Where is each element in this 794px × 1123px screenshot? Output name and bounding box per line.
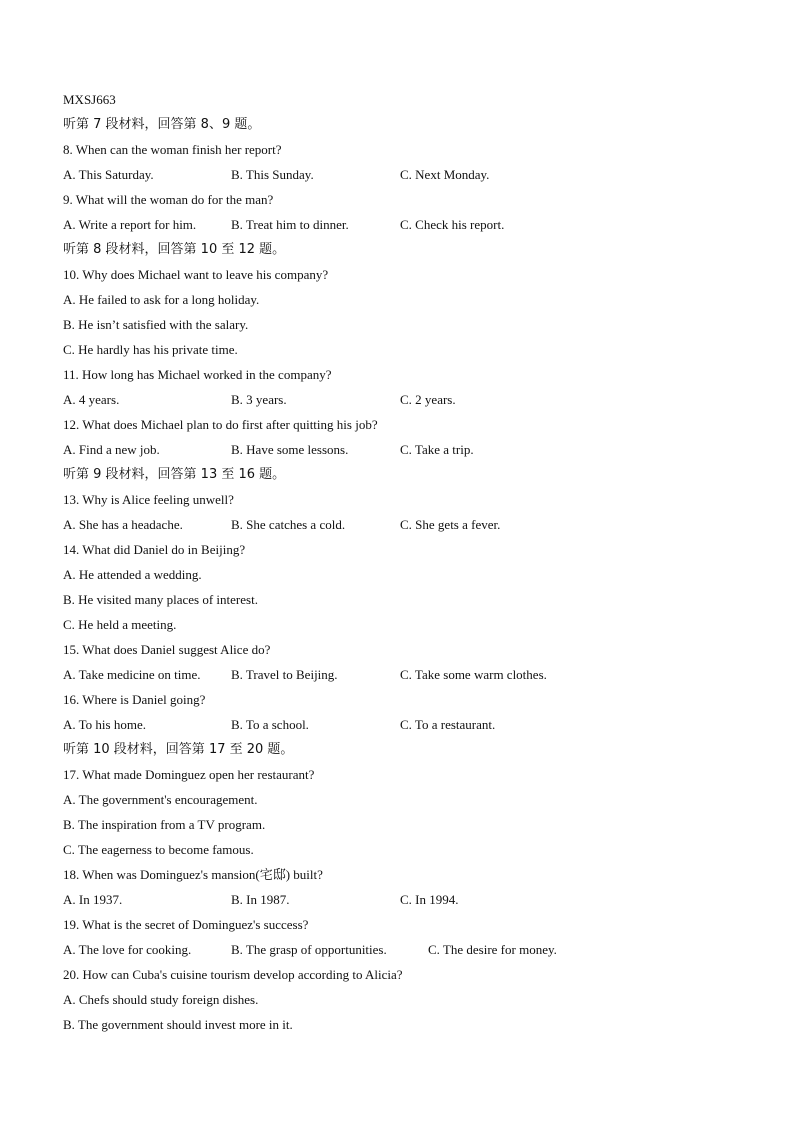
option-b: B. Treat him to dinner. (231, 217, 349, 232)
question-text: 11. How long has Michael worked in the company? (63, 367, 332, 382)
option-a: A. The love for cooking. (63, 942, 192, 957)
option-b: B. Have some lessons. (231, 442, 349, 457)
doc-code: MXSJ663 (63, 92, 116, 107)
option-a: A. He attended a wedding. (63, 567, 202, 582)
options-row (63, 662, 743, 687)
question-text: 15. What does Daniel suggest Alice do? (63, 642, 271, 657)
section-heading: 听第 10 段材料，回答第 17 至 20 题。 (63, 742, 294, 757)
options-row (63, 212, 743, 237)
options-row (63, 437, 743, 462)
options-row (63, 512, 743, 537)
option-b: B. The inspiration from a TV program. (63, 817, 266, 832)
question-text: 8. When can the woman finish her report? (63, 142, 282, 157)
question-text: 18. When was Dominguez's mansion(宅邸) built? (63, 867, 323, 882)
question-text: 9. What will the woman do for the man? (63, 192, 274, 207)
option-a: A. She has a headache. (63, 517, 183, 532)
section-heading: 听第 9 段材料，回答第 13 至 16 题。 (63, 467, 286, 482)
question-text: 12. What does Michael plan to do first after quitting his job? (63, 417, 378, 432)
option-b: B. She catches a cold. (231, 517, 346, 532)
option-a: A. In 1937. (63, 892, 123, 907)
question-text: 14. What did Daniel do in Beijing? (63, 542, 246, 557)
option-c: C. The desire for money. (428, 942, 557, 957)
option-c: C. Take some warm clothes. (400, 667, 547, 682)
option-c: C. Next Monday. (400, 167, 490, 182)
option-c: C. Check his report. (400, 217, 505, 232)
option-a: A. To his home. (63, 717, 146, 732)
option-c: C. 2 years. (400, 392, 456, 407)
option-c: C. Take a trip. (400, 442, 474, 457)
section-heading: 听第 8 段材料，回答第 10 至 12 题。 (63, 242, 286, 257)
option-c: C. He hardly has his private time. (63, 342, 238, 357)
section-heading: 听第 7 段材料，回答第 8、9 题。 (63, 117, 261, 132)
option-a: A. Chefs should study foreign dishes. (63, 992, 259, 1007)
option-b: B. Travel to Beijing. (231, 667, 338, 682)
option-c: C. In 1994. (400, 892, 459, 907)
options-row (63, 162, 743, 187)
question-text: 10. Why does Michael want to leave his company? (63, 267, 329, 282)
options-row (63, 937, 743, 962)
option-b: B. This Sunday. (231, 167, 314, 182)
question-text: 13. Why is Alice feeling unwell? (63, 492, 234, 507)
option-a: A. Find a new job. (63, 442, 160, 457)
option-a: A. Take medicine on time. (63, 667, 201, 682)
option-b: B. He isn’t satisfied with the salary. (63, 317, 249, 332)
option-b: B. He visited many places of interest. (63, 592, 258, 607)
question-text: 16. Where is Daniel going? (63, 692, 206, 707)
option-a: A. He failed to ask for a long holiday. (63, 292, 260, 307)
option-c: C. To a restaurant. (400, 717, 496, 732)
option-c: C. The eagerness to become famous. (63, 842, 254, 857)
question-text: 20. How can Cuba's cuisine tourism develop according to Alicia? (63, 967, 403, 982)
option-b: B. The grasp of opportunities. (231, 942, 387, 957)
question-text: 17. What made Dominguez open her restaurant? (63, 767, 315, 782)
option-a: A. 4 years. (63, 392, 120, 407)
options-row (63, 712, 743, 737)
options-row (63, 387, 743, 412)
options-row (63, 887, 743, 912)
option-b: B. The government should invest more in it. (63, 1017, 293, 1032)
option-a: A. The government's encouragement. (63, 792, 258, 807)
option-a: A. This Saturday. (63, 167, 154, 182)
option-b: B. In 1987. (231, 892, 290, 907)
option-b: B. To a school. (231, 717, 309, 732)
option-c: C. She gets a fever. (400, 517, 501, 532)
option-c: C. He held a meeting. (63, 617, 177, 632)
question-text: 19. What is the secret of Dominguez's success? (63, 917, 309, 932)
exam-content (63, 87, 743, 1037)
option-a: A. Write a report for him. (63, 217, 197, 232)
option-b: B. 3 years. (231, 392, 287, 407)
